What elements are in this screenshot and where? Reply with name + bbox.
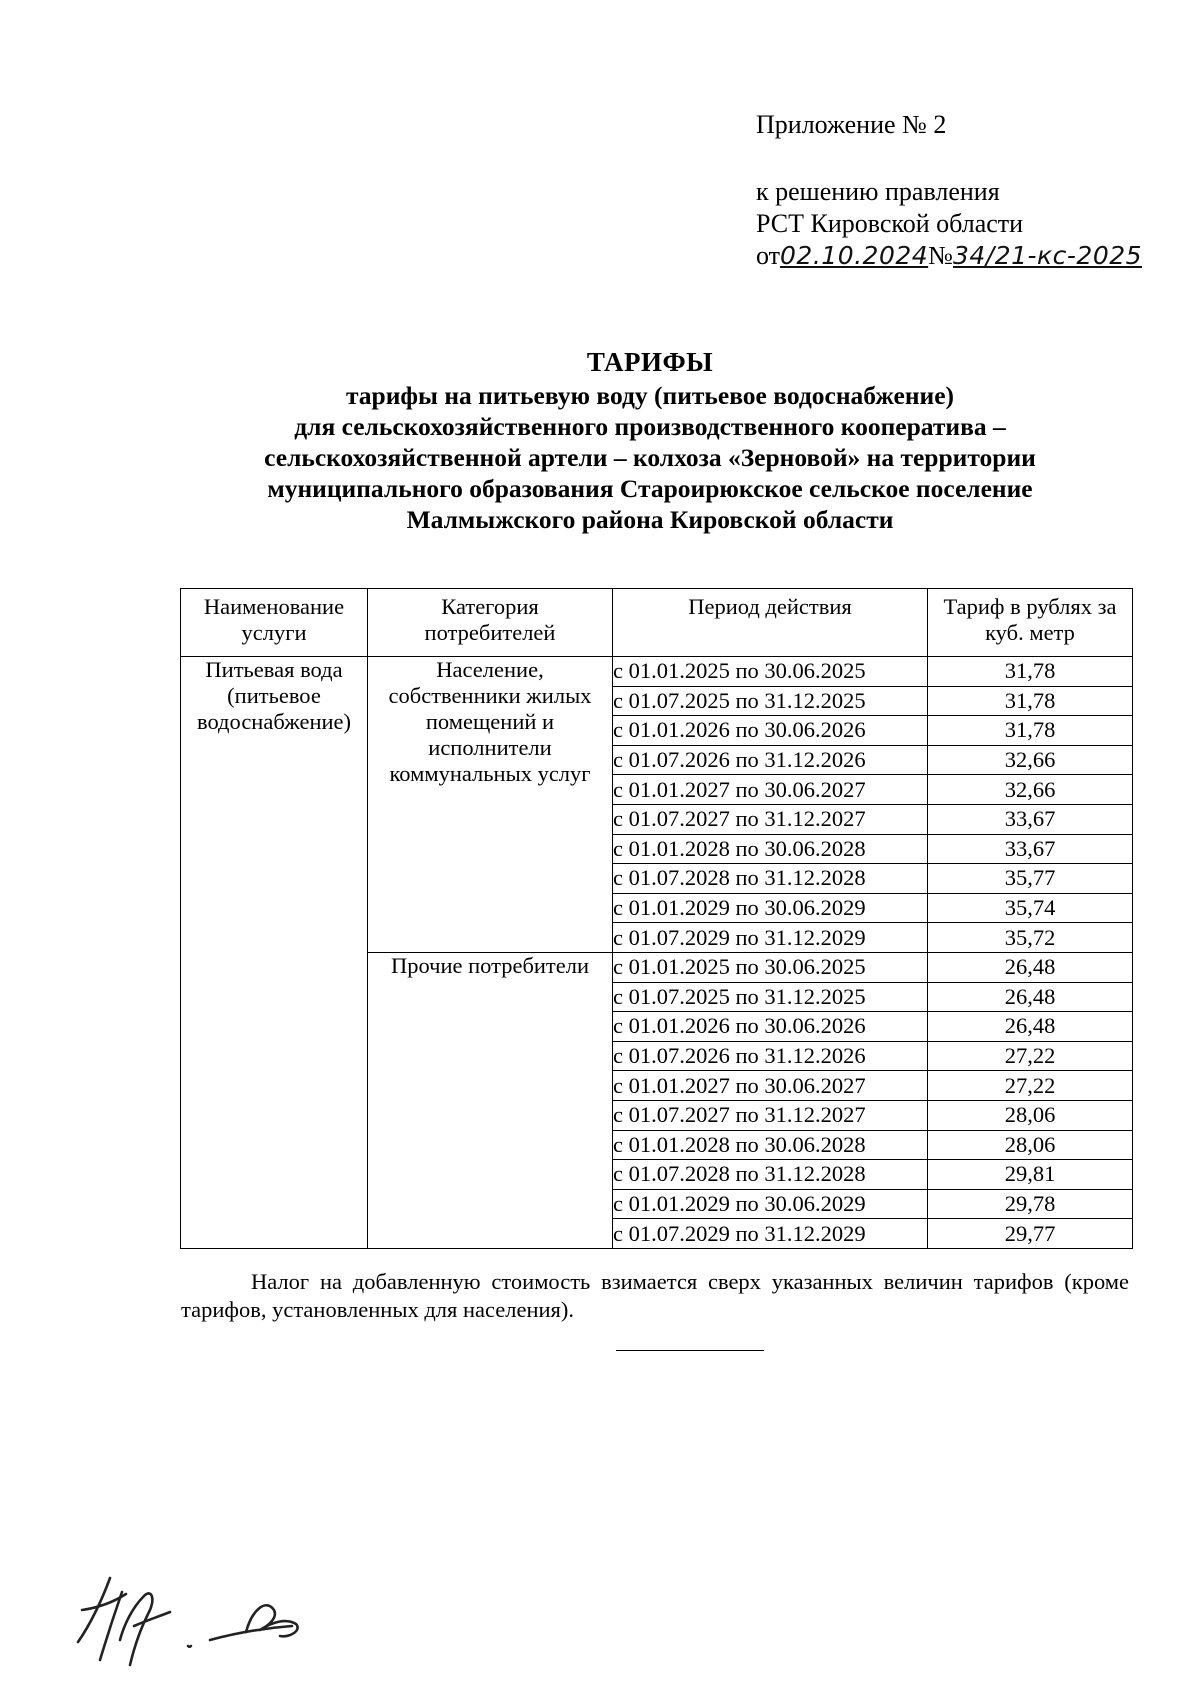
- period-cell: с 01.07.2028 по 31.12.2028: [613, 1160, 928, 1190]
- period-cell: с 01.07.2025 по 31.12.2025: [613, 686, 928, 716]
- title-line: сельскохозяйственной артели – колхоза «Зерновой» на территории: [264, 443, 1036, 472]
- period-cell: с 01.01.2025 по 30.06.2025: [613, 952, 928, 982]
- period-cell: с 01.01.2029 по 30.06.2029: [613, 893, 928, 923]
- period-cell: с 01.07.2026 по 31.12.2026: [613, 1041, 928, 1071]
- appendix-label: Приложение № 2: [756, 110, 947, 139]
- tariff-cell: 31,78: [928, 686, 1133, 716]
- header-tariff: Тариф в рублях за куб. метр: [928, 589, 1133, 657]
- handwritten-date: 02.10.2024: [780, 241, 929, 270]
- tariff-cell: 26,48: [928, 952, 1133, 982]
- table-body: [181, 657, 1133, 1249]
- period-cell: с 01.07.2027 по 31.12.2027: [613, 804, 928, 834]
- header-category: Категория потребителей: [368, 589, 613, 657]
- document-title: [150, 344, 1150, 535]
- tariff-cell: 27,22: [928, 1071, 1133, 1101]
- period-cell: с 01.01.2026 по 30.06.2026: [613, 716, 928, 746]
- period-cell: с 01.01.2025 по 30.06.2025: [613, 657, 928, 687]
- table-row: [181, 657, 1133, 687]
- tariff-cell: 27,22: [928, 1041, 1133, 1071]
- table-header-row: [181, 589, 1133, 657]
- tariff-cell: 29,77: [928, 1219, 1133, 1249]
- period-cell: с 01.07.2026 по 31.12.2026: [613, 745, 928, 775]
- period-cell: с 01.07.2028 по 31.12.2028: [613, 864, 928, 894]
- title-line: тарифы на питьевую воду (питьевое водоснабжение): [345, 381, 955, 410]
- tariff-cell: 31,78: [928, 657, 1133, 687]
- title-line: Малмыжского района Кировской области: [406, 505, 894, 534]
- tariff-cell: 29,81: [928, 1160, 1133, 1190]
- tariff-cell: 31,78: [928, 716, 1133, 746]
- tariff-cell: 26,48: [928, 1012, 1133, 1042]
- tariff-cell: 32,66: [928, 745, 1133, 775]
- header-period: Период действия: [613, 589, 928, 657]
- title-line: для сельскохозяйственного производственного кооператива –: [294, 412, 1006, 441]
- tariff-cell: 33,67: [928, 834, 1133, 864]
- title-line: муниципального образования Староирюкское сельское поселение: [267, 474, 1033, 503]
- consumer-category-cell: Прочие потребители: [368, 952, 613, 1248]
- tariff-cell: 35,74: [928, 893, 1133, 923]
- consumer-category-cell: Население, собственники жилых помещений и исполнители коммунальных услуг: [368, 657, 613, 953]
- tariff-cell: 35,77: [928, 864, 1133, 894]
- vat-note: Налог на добавленную стоимость взимается сверх указанных величин тарифов (кроме тарифов, установленных для населения).: [181, 1269, 1129, 1322]
- period-cell: с 01.01.2027 по 30.06.2027: [613, 1071, 928, 1101]
- period-cell: с 01.01.2026 по 30.06.2026: [613, 1012, 928, 1042]
- period-cell: с 01.01.2028 по 30.06.2028: [613, 834, 928, 864]
- tariff-cell: 35,72: [928, 923, 1133, 953]
- tariff-cell: 33,67: [928, 804, 1133, 834]
- tariff-cell: 26,48: [928, 982, 1133, 1012]
- period-cell: с 01.07.2029 по 31.12.2029: [613, 1219, 928, 1249]
- tariff-cell: 28,06: [928, 1100, 1133, 1130]
- tariff-cell: 32,66: [928, 775, 1133, 805]
- period-cell: с 01.07.2029 по 31.12.2029: [613, 923, 928, 953]
- tariff-cell: 28,06: [928, 1130, 1133, 1160]
- period-cell: с 01.07.2025 по 31.12.2025: [613, 982, 928, 1012]
- reference-from-label: от: [756, 241, 781, 270]
- decision-reference: [756, 176, 1142, 272]
- period-cell: с 01.01.2027 по 30.06.2027: [613, 775, 928, 805]
- period-cell: с 01.01.2028 по 30.06.2028: [613, 1130, 928, 1160]
- signature: [60, 1570, 320, 1670]
- closing-rule: [616, 1350, 764, 1351]
- service-name-cell: Питьевая вода (питьевое водоснабжение): [181, 657, 368, 1249]
- reference-line-3: [756, 240, 1142, 272]
- handwritten-number: 34/21-кс-2025: [952, 241, 1143, 270]
- reference-line-1: к решению правления: [756, 177, 1000, 206]
- period-cell: с 01.01.2029 по 30.06.2029: [613, 1189, 928, 1219]
- tariff-cell: 29,78: [928, 1189, 1133, 1219]
- reference-number-label: №: [928, 241, 953, 270]
- header-service: Наименование услуги: [181, 589, 368, 657]
- period-cell: с 01.07.2027 по 31.12.2027: [613, 1100, 928, 1130]
- tariffs-table: [180, 588, 1133, 1249]
- reference-line-2: РСТ Кировской области: [756, 209, 1024, 238]
- title-main: ТАРИФЫ: [586, 347, 714, 377]
